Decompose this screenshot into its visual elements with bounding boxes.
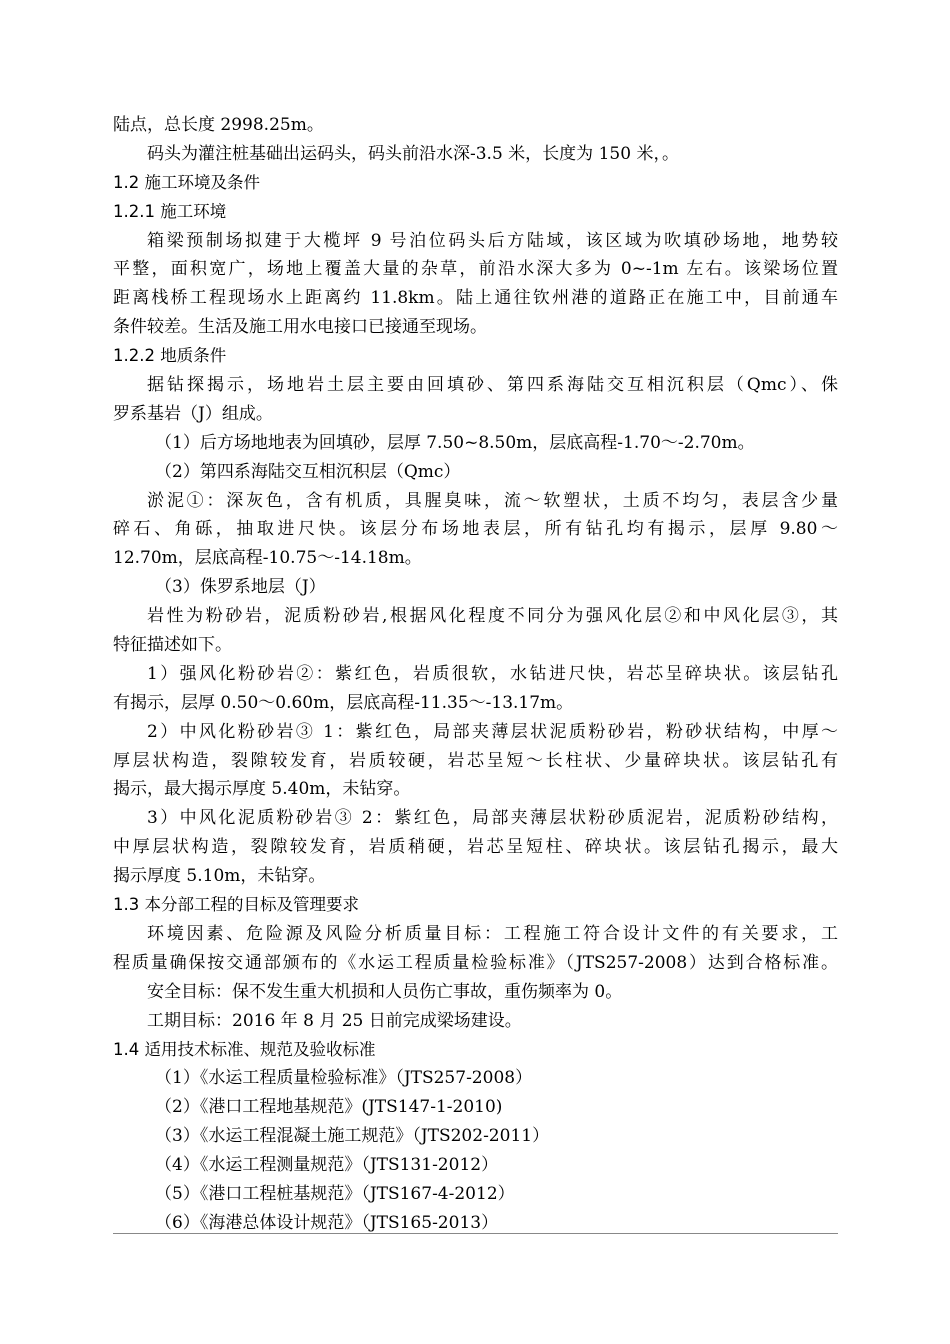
section-heading: 1.3 本分部工程的目标及管理要求 (113, 895, 359, 915)
text-line: 中厚层状构造，裂隙较发育，岩质稍硬，岩芯呈短柱、碎块状。该层钻孔揭示，最大 (113, 837, 838, 858)
text-line: （2）《港口工程地基规范》(JTS147-1-2010) (155, 1097, 503, 1118)
section-heading: 1.2 施工环境及条件 (113, 172, 260, 192)
footer-rule (113, 1233, 838, 1234)
text-line: 特征描述如下。 (113, 635, 232, 656)
text-line: 程质量确保按交通部颁布的《水运工程质量检验标准》（JTS257-2008）达到合格标准。 (113, 952, 838, 973)
section-heading: 1.2.2 地质条件 (113, 346, 227, 366)
text-line: 码头为灌注桩基础出运码头，码头前沿水深-3.5 米，长度为 150 米，。 (147, 143, 679, 164)
text-line: 揭示厚度 5.10m，未钻穿。 (113, 866, 326, 887)
text-line: 揭示，最大揭示厚度 5.40m，未钻穿。 (113, 779, 411, 800)
text-line: 淤泥①：深灰色，含有机质，具腥臭味，流～软塑状，土质不均匀，表层含少量 (147, 490, 838, 511)
text-line: 陆点，总长度 2998.25m。 (113, 115, 324, 135)
text-line: 1）强风化粉砂岩②：紫红色，岩质很软，水钻进尺快，岩芯呈碎块状。该层钻孔 (147, 663, 838, 684)
text-line: 环境因素、危险源及风险分析质量目标：工程施工符合设计文件的有关要求，工 (147, 923, 838, 944)
text-line: 条件较差。生活及施工用水电接口已接通至现场。 (113, 317, 487, 338)
text-line: 工期目标：2016 年 8 月 25 日前完成梁场建设。 (147, 1010, 522, 1031)
text-line: 罗系基岩（J）组成。 (113, 403, 273, 424)
text-line: 距离栈桥工程现场水上距离约 11.8km。陆上通往钦州港的道路正在施工中，目前通车 (113, 288, 838, 309)
text-line: 安全目标：保不发生重大机损和人员伤亡事故，重伤频率为 0。 (147, 981, 623, 1002)
text-line: （5）《港口工程桩基规范》（JTS167-4-2012） (155, 1183, 515, 1204)
text-line: 岩性为粉砂岩，泥质粉砂岩,根据风化程度不同分为强风化层②和中风化层③，其 (147, 606, 838, 627)
text-line: （1）后方场地地表为回填砂，层厚 7.50~8.50m，层底高程-1.70～-2.70m。 (155, 432, 755, 453)
section-heading: 1.2.1 施工环境 (113, 201, 227, 221)
text-line: （1）《水运工程质量检验标准》（JTS257-2008） (155, 1068, 533, 1089)
document-body (113, 111, 838, 1238)
text-line: 据钻探揭示，场地岩土层主要由回填砂、第四系海陆交互相沉积层（Qmc）、侏 (147, 375, 838, 396)
text-line: 平整，面积宽广，场地上覆盖大量的杂草，前沿水深大多为 0~-1m 左右。该梁场位置 (113, 259, 838, 280)
text-line: 有揭示，层厚 0.50～0.60m，层底高程-11.35～-13.17m。 (113, 692, 574, 713)
text-line: （3）《水运工程混凝土施工规范》（JTS202-2011） (155, 1126, 550, 1147)
text-line: （4）《水运工程测量规范》（JTS131-2012） (155, 1155, 499, 1176)
text-line: 箱梁预制场拟建于大榄坪 9 号泊位码头后方陆域，该区域为吹填砂场地，地势较 (147, 230, 838, 251)
text-line: （2）第四系海陆交互相沉积层（Qmc） (155, 461, 461, 482)
section-heading: 1.4 适用技术标准、规范及验收标准 (113, 1039, 376, 1059)
text-line: （6）《海港总体设计规范》（JTS165-2013） (155, 1212, 499, 1233)
text-line: 12.70m，层底高程-10.75～-14.18m。 (113, 548, 422, 569)
text-line: （3）侏罗系地层（J） (155, 577, 326, 598)
text-line: 3）中风化泥质粉砂岩③ 2：紫红色，局部夹薄层状粉砂质泥岩，泥质粉砂结构， (147, 808, 838, 829)
text-line: 碎石、角砾，抽取进尺快。该层分布场地表层，所有钻孔均有揭示，层厚 9.80～ (113, 519, 838, 540)
text-line: 2）中风化粉砂岩③ 1：紫红色，局部夹薄层状泥质粉砂岩，粉砂状结构，中厚～ (147, 721, 838, 742)
text-line: 厚层状构造，裂隙较发育，岩质较硬，岩芯呈短～长柱状、少量碎块状。该层钻孔有 (113, 750, 838, 771)
